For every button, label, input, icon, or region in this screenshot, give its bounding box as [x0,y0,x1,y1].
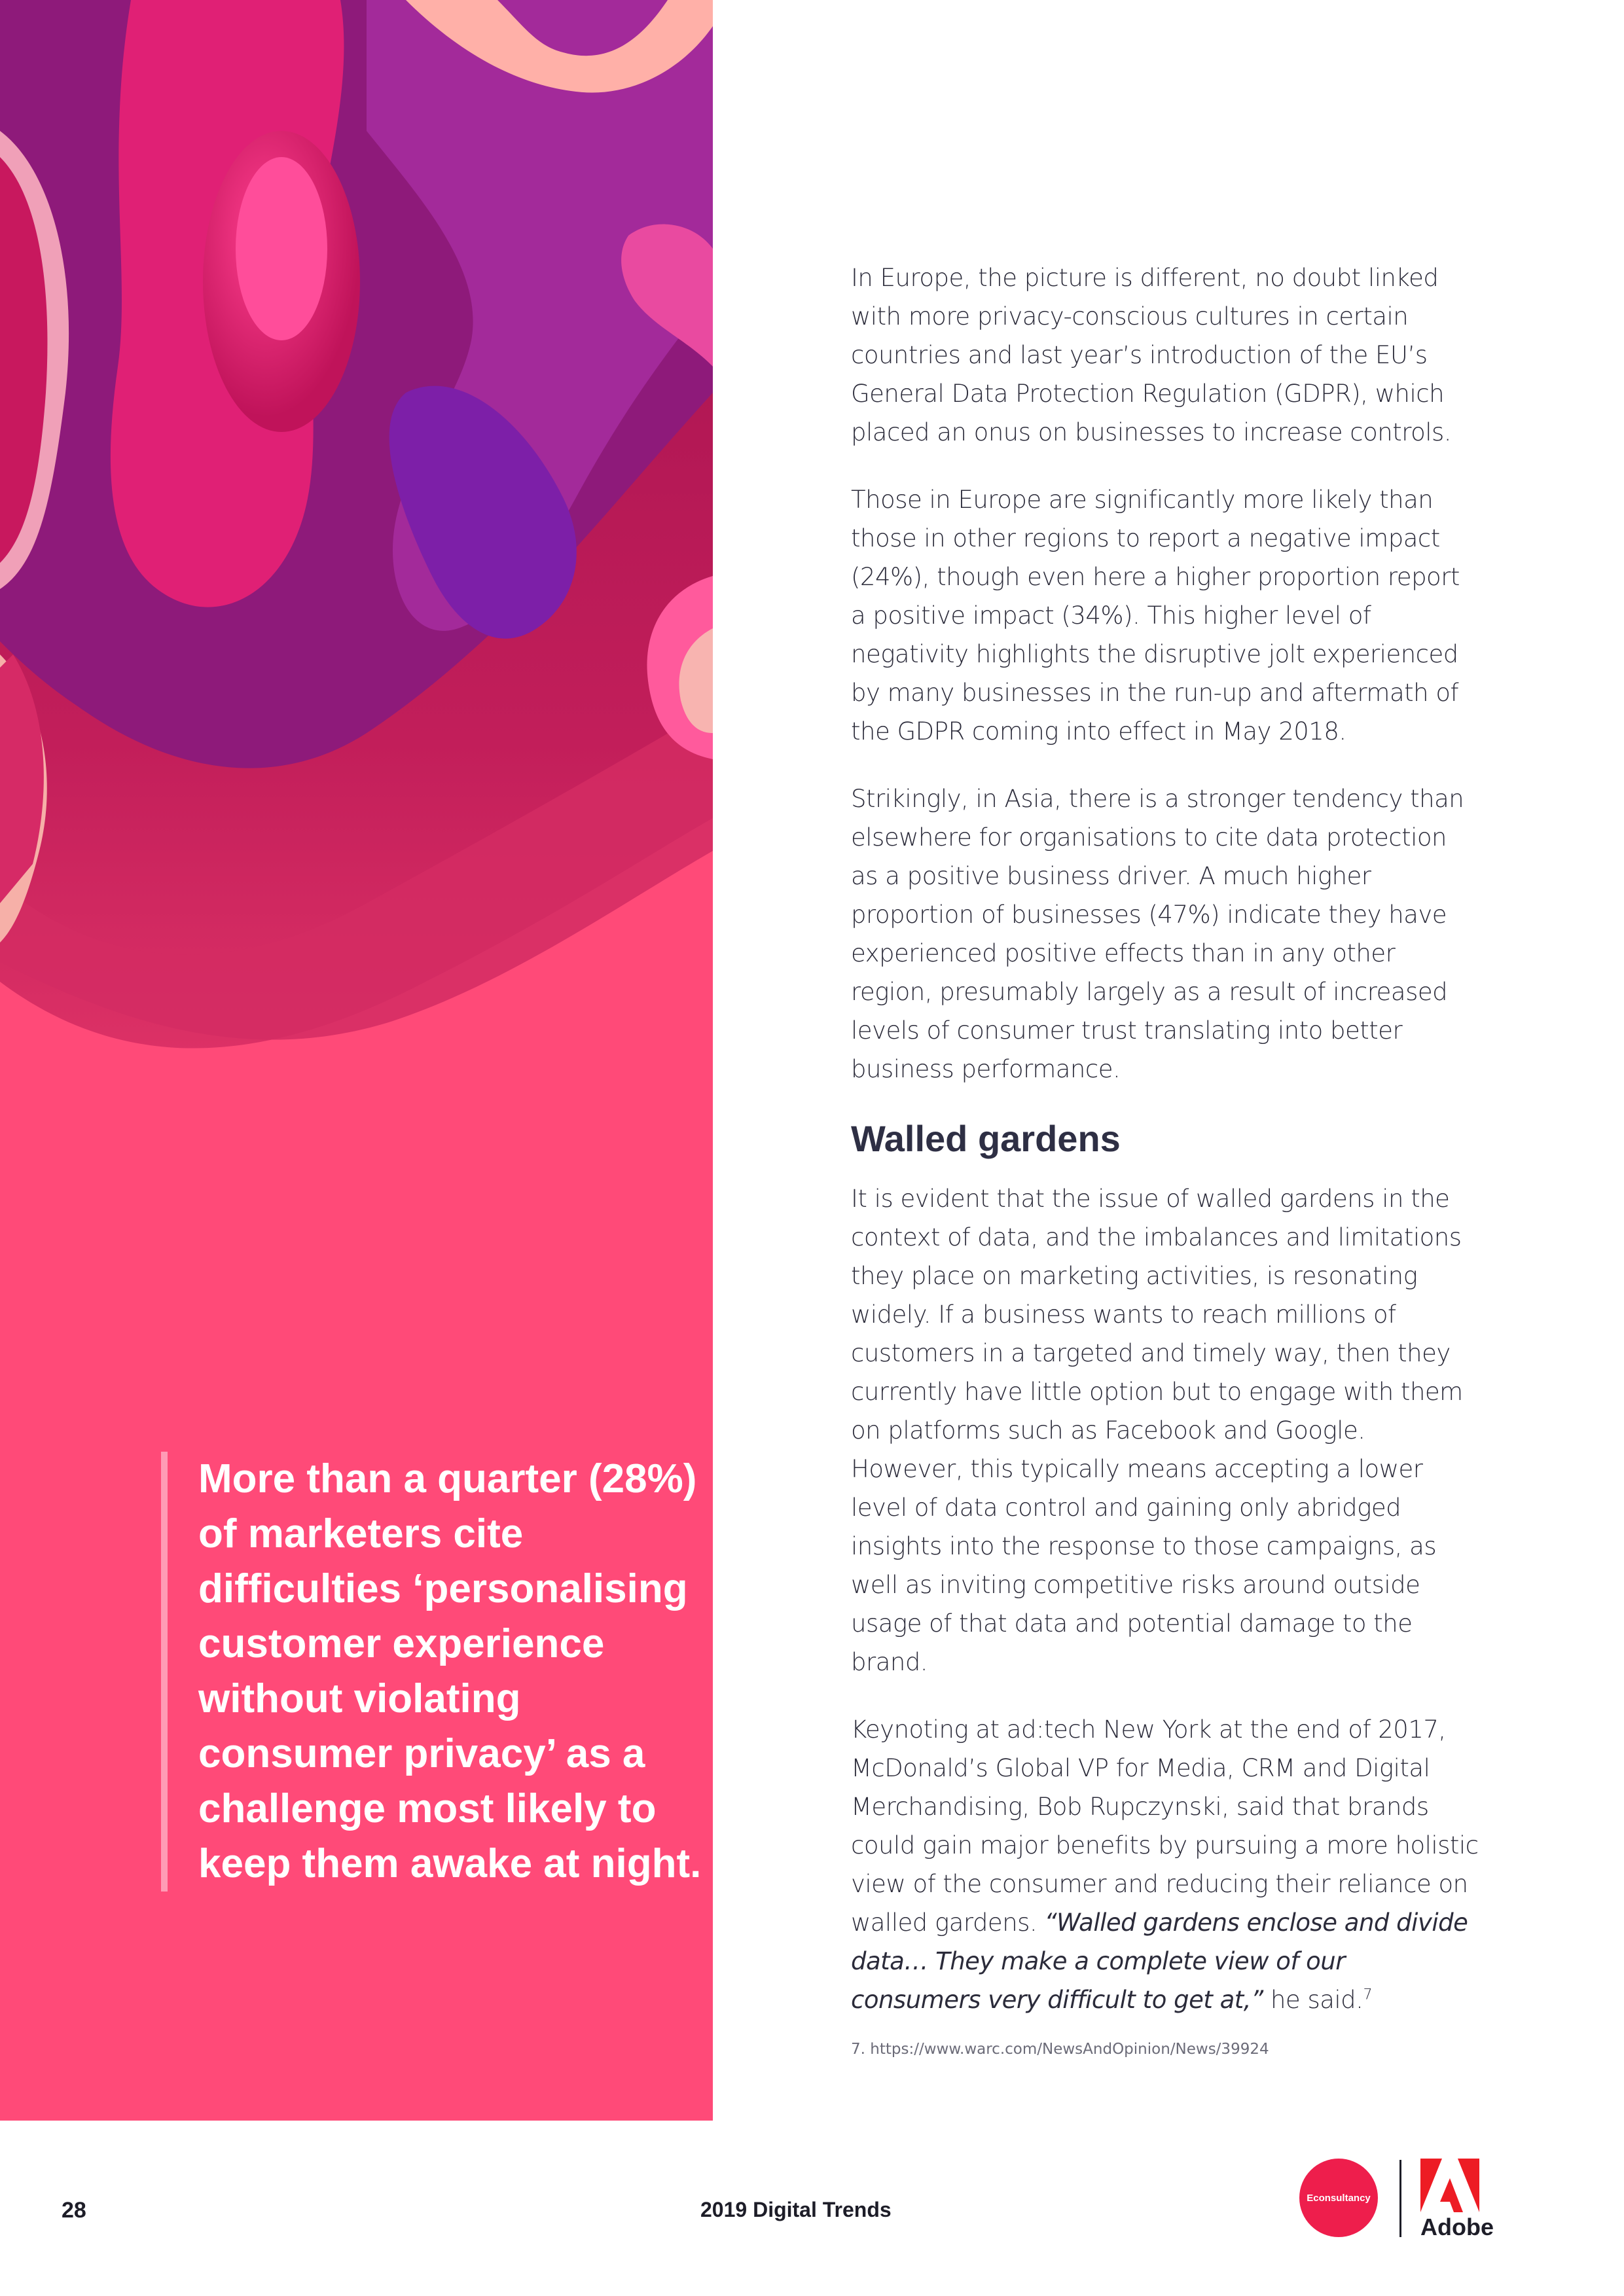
report-title: 2019 Digital Trends [700,2198,892,2221]
keynote-lead: Keynoting at ad:tech New York at the end of 2017, McDonald’s Global VP for Media, CRM and Digital Merchandising, Bob Rupczynski, said that brands could gain major benefits by pursuing a more holistic view of the consumer and reducing their reliance on walled gardens. [851,1715,1479,1937]
econsultancy-logo-text: Econsultancy [1307,2192,1371,2204]
econsultancy-logo [1299,2159,1378,2237]
footnote-ref: 7 [1363,1986,1372,2003]
section-heading: Walled gardens [851,1118,1121,1159]
paragraph-keynote [851,1710,1479,2019]
left-art-panel [0,0,713,2121]
paragraph-walled-gardens: It is evident that the issue of walled gardens in the context of data, and the imbalances and limitations they place on marketing activities, is resonating widely. If a business wants to reach millions of customers in a targeted and timely way, then they currently have little option but to engage with them on platforms such as Facebook and Google. However, this typically means accepting a lower level of data control and gaining only abridged insights into the response to those campaigns, as well as inviting competitive risks around outside usage of that data and potential damage to the brand. [851,1185,1463,1676]
logo-divider [1399,2160,1401,2237]
adobe-logo-icon [1420,2159,1479,2212]
paragraph-europe-impact: Those in Europe are significantly more likely than those in other regions to report a negative impact (24%), though even here a higher proportion report a positive impact (34%). This higher level of negativity highlights the disruptive jolt experienced by many businesses in the run-up and aftermath of the GDPR coming into effect in May 2018. [851,486,1460,745]
pull-quote-text: More than a quarter (28%) of marketers cite difficulties ‘personalising customer experience without violating consumer privacy’ as a challenge most likely to keep them awake at night. [198,1456,702,1886]
pull-quote [161,1452,713,1892]
keynote-quote: “Walled gardens enclose and divide data… They make a complete view of our consumers very difficult to get at,” [851,1909,1468,2014]
paragraph-asia: Strikingly, in Asia, there is a stronger tendency than elsewhere for organisations to cite data protection as a positive business driver. A much higher proportion of businesses (47%) indicate they have experienced positive effects than in any other region, presumably largely as a result of increased levels of consumer trust translating into better business performance. [851,785,1464,1083]
keynote-tail: he said. [1263,1986,1363,2014]
article-body [851,259,1479,2048]
paragraph-europe: In Europe, the picture is different, no doubt linked with more privacy-conscious cultures in certain countries and last year’s introduction of the EU’s General Data Protection Regulation (GDPR), which placed an onus on businesses to increase controls. [851,264,1452,446]
page-number: 28 [62,2198,86,2223]
adobe-logo-text: Adobe [1420,2214,1494,2240]
footnote: 7. https://www.warc.com/NewsAndOpinion/News/39924 [851,2041,1269,2058]
